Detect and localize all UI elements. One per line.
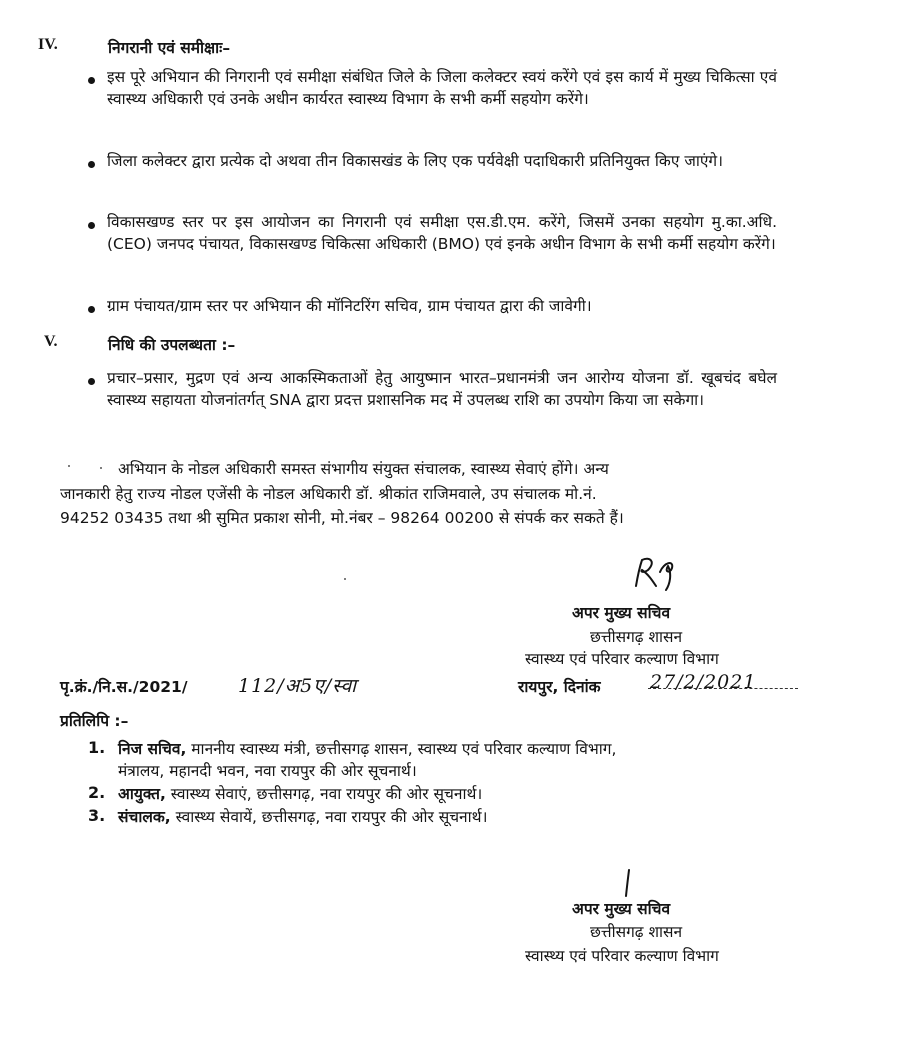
scan-speck [344, 578, 346, 580]
nodal-line-2: जानकारी हेतु राज्य नोडल एजेंसी के नोडल अधिकारी डॉ. श्रीकांत राजिमवाले, उप संचालक मो.नं. [60, 485, 597, 503]
copy-item-2-bold: आयुक्त, [118, 785, 166, 803]
bullet-icon [88, 77, 95, 84]
signature-2-government: छत्तीसगढ़ शासन [590, 923, 683, 941]
copy-heading: प्रतिलिपि :– [60, 712, 129, 730]
reference-prefix: पृ.क्रं./नि.स./2021/ [60, 678, 188, 696]
nodal-line-1: अभियान के नोडल अधिकारी समस्त संभागीय संयुक्त संचालक, स्वास्थ्य सेवाएं होंगे। अन्य [118, 460, 609, 478]
bullet-icon [88, 222, 95, 229]
copy-item-3-number: 3. [88, 806, 106, 825]
section-iv-bullet-4: ग्राम पंचायत/ग्राम स्तर पर अभियान की मॉनिटरिंग सचिव, ग्राम पंचायत द्वारा की जावेगी। [107, 297, 592, 315]
section-iv-bullet-3: विकासखण्ड स्तर पर इस आयोजन का निगरानी एवं समीक्षा एस.डी.एम. करेंगे, जिसमें उनका सहयोग मु.का.अधि. (CEO) जनपद पंचायत, विकासखण्ड चिकित्सा अधिकारी (BMO) एवं इनके अधीन विभाग के सभी कर्मी सहयोग करेंगे। [107, 213, 777, 253]
signature-2-designation: अपर मुख्य सचिव [572, 900, 671, 918]
copy-item-1-number: 1. [88, 738, 106, 757]
scan-speck [68, 465, 70, 467]
copy-item-1-text: माननीय स्वास्थ्य मंत्री, छत्तीसगढ़ शासन, स्वास्थ्य एवं परिवार कल्याण विभाग, [186, 740, 617, 758]
bullet-icon [88, 378, 95, 385]
nodal-line-3: 94252 03435 तथा श्री सुमित प्रकाश सोनी, मो.नंबर – 98264 00200 से संपर्क कर सकते हैं। [60, 509, 624, 527]
signature-2-department: स्वास्थ्य एवं परिवार कल्याण विभाग [525, 947, 719, 965]
reference-handwritten-number: 112/अ5ए/स्वा [238, 675, 358, 697]
copy-item-3-text: स्वास्थ्य सेवायें, छत्तीसगढ़, नवा रायपुर की ओर सूचनार्थ। [170, 808, 488, 826]
signature-1-designation: अपर मुख्य सचिव [572, 604, 671, 622]
signature-1-government: छत्तीसगढ़ शासन [590, 628, 683, 646]
copy-item-3-bold: संचालक, [118, 808, 171, 826]
section-iv-title: निगरानी एवं समीक्षाः– [108, 39, 231, 57]
signature-stroke-icon [622, 868, 634, 898]
copy-item-3 [118, 806, 487, 828]
copy-item-2-text: स्वास्थ्य सेवाएं, छत्तीसगढ़, नवा रायपुर की ओर सूचनार्थ। [165, 785, 483, 803]
copy-item-1-bold: निज सचिव, [118, 740, 187, 758]
signature-initials-icon [628, 552, 688, 594]
copy-item-2-number: 2. [88, 783, 106, 802]
bullet-icon [88, 161, 95, 168]
copy-item-2 [118, 783, 482, 805]
date-underline [648, 688, 798, 689]
bullet-icon [88, 306, 95, 313]
section-iv-bullet-1: इस पूरे अभियान की निगरानी एवं समीक्षा संबंधित जिले के जिला कलेक्टर स्वयं करेंगे एवं इस कार्य में मुख्य चिकित्सा एवं स्वास्थ्य अधिकारी एवं उनके अधीन कार्यरत स्वास्थ्य विभाग के सभी कर्मी सहयोग करेंगे। [107, 68, 777, 108]
section-v-number: V. [44, 333, 58, 350]
copy-item-1-line-2: मंत्रालय, महानदी भवन, नवा रायपुर की ओर सूचनार्थ। [118, 762, 417, 780]
scan-speck [100, 467, 102, 469]
section-v-bullet-1: प्रचार–प्रसार, मुद्रण एवं अन्य आकस्मिकताओं हेतु आयुष्मान भारत–प्रधानमंत्री जन आरोग्य योजना डॉ. खूबचंद बघेल स्वास्थ्य सहायता योजनांतर्गत् SNA द्वारा प्रदत्त प्रशासनिक मद में उपलब्ध राशि का उपयोग किया जा सकेगा। [107, 369, 777, 409]
signature-1-department: स्वास्थ्य एवं परिवार कल्याण विभाग [525, 650, 719, 668]
section-iv-number: IV. [38, 36, 58, 53]
copy-item-1 [118, 738, 616, 760]
section-iv-bullet-2: जिला कलेक्टर द्वारा प्रत्येक दो अथवा तीन विकासखंड के लिए एक पर्यवेक्षी पदाधिकारी प्रतिनियुक्त किए जाएंगे। [107, 152, 724, 170]
reference-handwritten-date: 27/2/2021 [650, 671, 757, 693]
section-v-title: निधि की उपलब्धता :– [108, 336, 236, 354]
reference-place-date-label: रायपुर, दिनांक [518, 678, 601, 696]
